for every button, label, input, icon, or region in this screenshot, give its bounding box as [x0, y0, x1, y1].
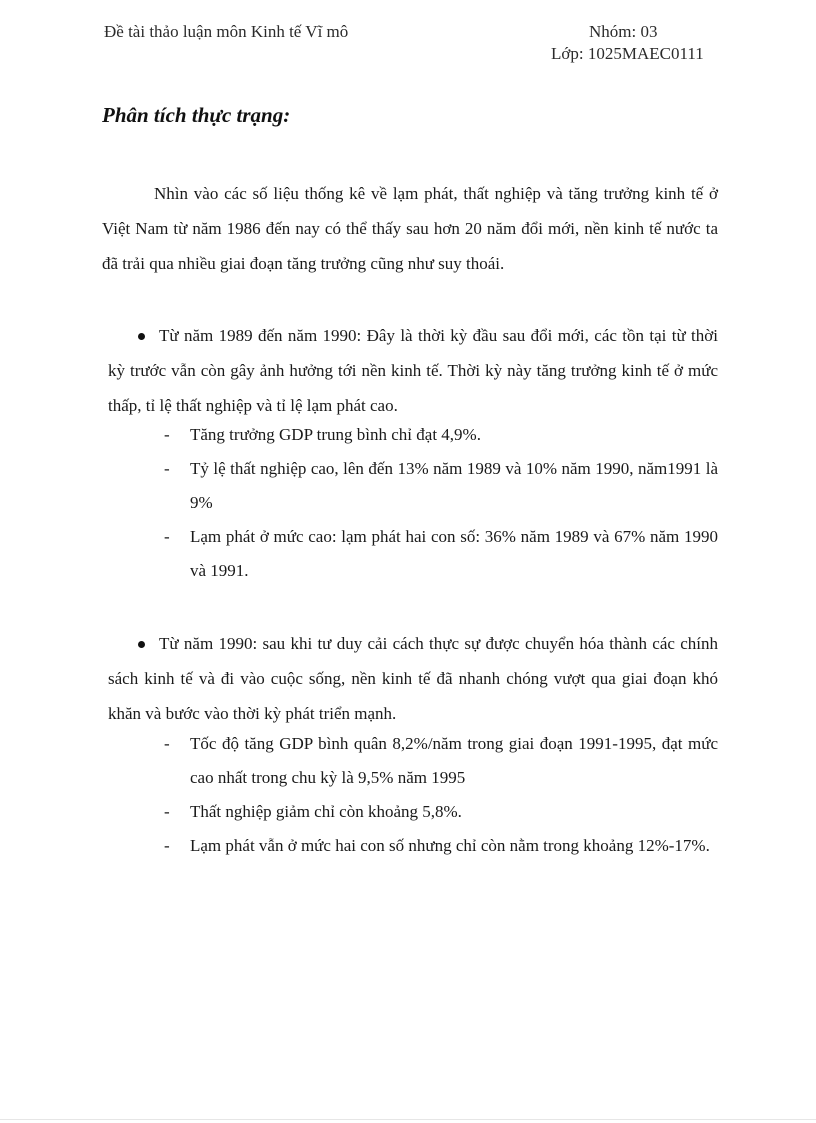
- dash-icon: -: [164, 802, 170, 821]
- list-item-text: Tốc độ tăng GDP bình quân 8,2%/năm trong giai đoạn 1991-1995, đạt mức cao nhất trong chu kỳ là 9,5% năm 1995: [190, 734, 718, 787]
- dash-icon: -: [164, 425, 170, 444]
- dash-list-1989: [164, 418, 718, 588]
- header-class: Lớp: 1025MAEC0111: [551, 44, 704, 63]
- intro-paragraph: Nhìn vào các số liệu thống kê về lạm phát, thất nghiệp và tăng trưởng kinh tế ở Việt Nam từ năm 1986 đến nay có thể thấy sau hơn 20 năm đổi mới, nền kinh tế nước ta đã trải qua nhiều giai đoạn tăng trưởng cũng như suy thoái.: [102, 184, 718, 273]
- dash-icon: -: [164, 527, 170, 546]
- list-item: [164, 418, 718, 452]
- list-item-text: Thất nghiệp giảm chỉ còn khoảng 5,8%.: [190, 802, 462, 821]
- list-item-text: Tỷ lệ thất nghiệp cao, lên đến 13% năm 1989 và 10% năm 1990, năm1991 là 9%: [190, 459, 718, 512]
- dash-icon: -: [164, 459, 170, 478]
- bullet-icon: [138, 641, 145, 648]
- bullet-icon: [138, 333, 145, 340]
- list-item-text: Lạm phát ở mức cao: lạm phát hai con số: 36% năm 1989 và 67% năm 1990 và 1991.: [190, 527, 718, 580]
- list-item-text: Lạm phát vẫn ở mức hai con số nhưng chỉ còn nằm trong khoảng 12%-17%.: [190, 836, 710, 855]
- bullet-text: Từ năm 1990: sau khi tư duy cải cách thực sự được chuyển hóa thành các chính sách kinh tế và đi vào cuộc sống, nền kinh tế đã nhanh chóng vượt qua giai đoạn khó khăn và bước vào thời kỳ phát triển mạnh.: [108, 634, 718, 723]
- section-heading: Phân tích thực trạng:: [102, 103, 291, 127]
- list-item-text: Tăng trưởng GDP trung bình chỉ đạt 4,9%.: [190, 425, 481, 444]
- dash-list-1990: [164, 727, 718, 863]
- list-item: [164, 452, 718, 520]
- dash-icon: -: [164, 734, 170, 753]
- dash-icon: -: [164, 836, 170, 855]
- page-bottom-divider: [0, 1119, 816, 1120]
- list-item: [164, 795, 718, 829]
- list-item: [164, 727, 718, 795]
- bullet-paragraph-1989: [108, 318, 718, 423]
- list-item: [164, 520, 718, 588]
- header-subject: Đề tài thảo luận môn Kinh tế Vĩ mô: [104, 22, 349, 41]
- list-item: [164, 829, 718, 863]
- bullet-paragraph-1990: [108, 626, 718, 731]
- header-group: Nhóm: 03: [589, 22, 658, 41]
- bullet-text: Từ năm 1989 đến năm 1990: Đây là thời kỳ đầu sau đổi mới, các tồn tại từ thời kỳ trước vẫn còn gây ảnh hưởng tới nền kinh tế. Thời kỳ này tăng trưởng kinh tế ở mức thấp, tỉ lệ thất nghiệp và tỉ lệ lạm phát cao.: [108, 326, 718, 415]
